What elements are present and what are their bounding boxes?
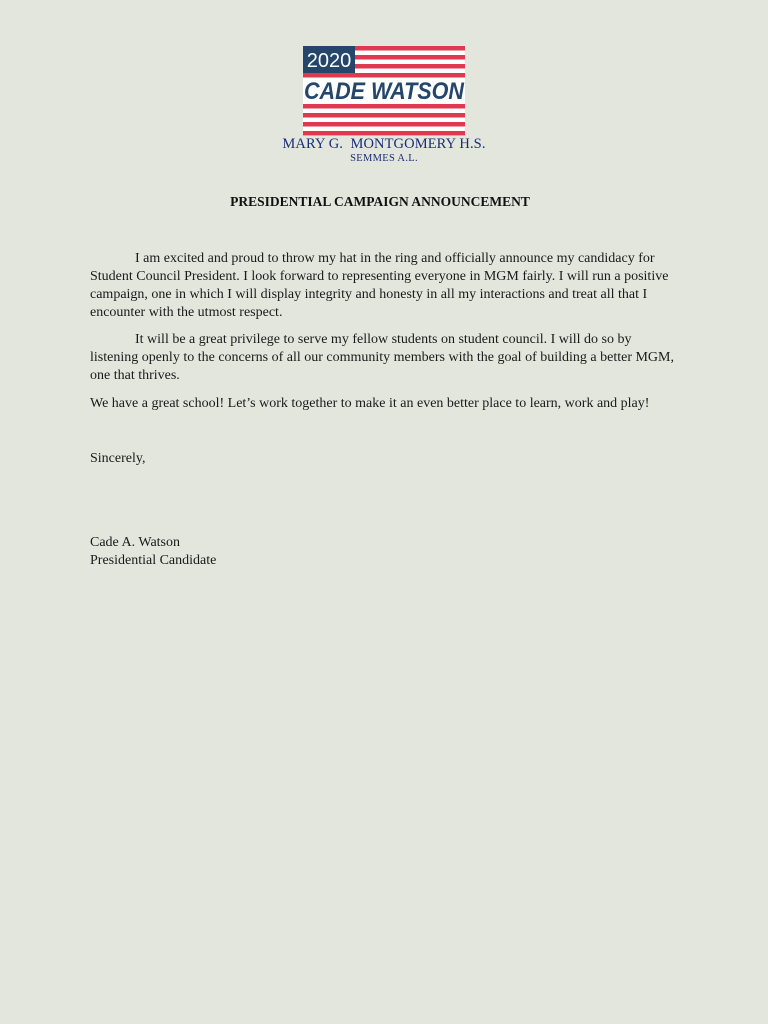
school-city: SEMMES A.L.	[350, 153, 418, 164]
body-paragraph: We have a great school! Let’s work together to make it an even better place to learn, work and play!	[90, 396, 650, 411]
signature-title: Presidential Candidate	[90, 553, 217, 568]
letter-closing: Sincerely,	[90, 451, 146, 466]
flag-logo-icon	[303, 46, 465, 136]
school-name: MARY G. MONTGOMERY H.S.	[282, 136, 486, 152]
signature-name: Cade A. Watson	[90, 535, 180, 550]
logo-year: 2020	[306, 50, 352, 72]
body-paragraph: I am excited and proud to throw my hat in the ring and officially announce my candidacy for Student Council President. I look forward to representing everyone in MGM fairly. I will run a positive campaign, one in which I will display integrity and honesty in all my interactions and treat all that I encounter with the utmost respect.	[90, 251, 669, 320]
document-title: PRESIDENTIAL CAMPAIGN ANNOUNCEMENT	[230, 194, 530, 209]
logo-candidate-name: CADE WATSON	[304, 78, 466, 105]
campaign-logo	[303, 46, 465, 136]
body-paragraph: It will be a great privilege to serve my fellow students on student council. I will do so by listening openly to the concerns of all our community members with the goal of building a better MGM, one that thrives.	[90, 332, 674, 383]
